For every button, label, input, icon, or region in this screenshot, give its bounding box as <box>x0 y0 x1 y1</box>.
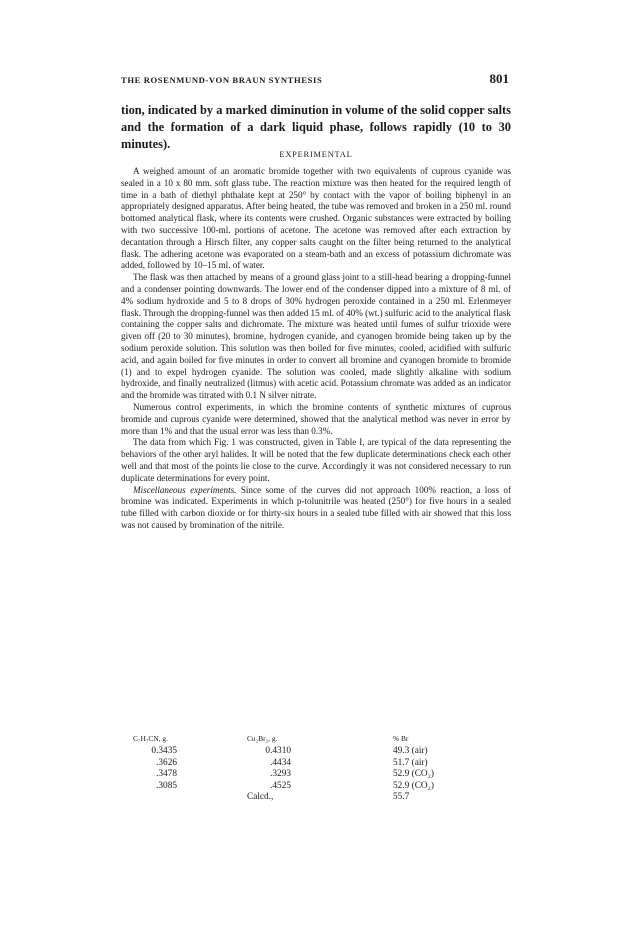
table-calc-row <box>121 792 511 803</box>
cell-nitrile: 0.3435 <box>151 746 177 757</box>
cell-atmosphere: (CO₂) <box>411 780 434 791</box>
table-row <box>121 781 511 792</box>
experimental-body <box>121 166 511 532</box>
header-percent-br: % Br <box>393 734 409 743</box>
table-row <box>121 746 511 757</box>
paragraph-miscellaneous <box>121 485 511 532</box>
header-nitrile: C₇H₇CN, g. <box>133 734 168 743</box>
cell-nitrile: .3478 <box>156 769 177 780</box>
page-number: 801 <box>489 71 509 86</box>
cell-cuprous-bromide: 0.4310 <box>265 746 291 757</box>
paragraph-distillation: The flask was then attached by means of a ground glass joint to a still-head bearing a dropping-funnel and a condenser pointing downwards. The lower end of the condenser dipped into a mixture of 8 ml. of 4% sodium hydroxide and 5 to 8 drops of 30% hydrogen peroxide contained in a 250 ml. Erlenmeyer flask. Through the dropping-funnel was then added 15 ml. of 40% (wt.) sulfuric acid to the analytical flask containing the copper salts and dichromate. The mixture was heated until fumes of sulfur trioxide were given off (20 to 30 minutes), bromine, hydrogen cyanide, and cyanogen bromide being taken up by the sodium peroxide solution. This solution was then boiled for five minutes, cooled, acidified with sulfuric acid, and again boiled for five minutes in order to convert all bromine and cyanogen bromide to bromide (1) and to expel hydrogen cyanide. The solution was cooled, made slightly alkaline with sodium hydroxide, and finally neutralized (litmus) with acetic acid. Potassium chromate was added as an indicator and the bromide was titrated with 0.1 N silver nitrate. <box>121 272 511 401</box>
table-row <box>121 758 511 769</box>
cell-cuprous-bromide: .4525 <box>270 780 291 791</box>
running-title: THE ROSENMUND-VON BRAUN SYNTHESIS <box>121 75 323 85</box>
misc-label: Miscellaneous experiments. <box>133 484 237 495</box>
table-header-row <box>121 733 511 744</box>
paragraph-data: The data from which Fig. 1 was constructed, given in Table I, are typical of the data representing the behaviors of the other aryl halides. It will be noted that the few duplicate determinations check each other well and that most of the points lie close to the curve. Accordingly it was not considered necessary to run duplicate determinations for every point. <box>121 437 511 483</box>
calc-value: 55.7 <box>393 792 410 803</box>
cell-percent-br: 52.9 <box>393 780 410 791</box>
cell-atmosphere: (CO₂) <box>411 769 434 780</box>
cell-cuprous-bromide: .4434 <box>270 757 291 768</box>
paragraph-procedure: A weighed amount of an aromatic bromide together with two equivalents of cuprous cyanide was sealed in a 10 x 80 mm. soft glass tube. The reaction mixture was then heated for the required length of time in a bath of diethyl phthalate kept at 250° by contact with the vapor of boiling biphenyl in an appropriately designed apparatus. After being heated, the tube was removed and broken in a 250 ml. round bottomed analytical flask, where its contents were crushed. Organic substances were extracted by boiling with two successive 100-ml. portions of acetone. The acetone was removed after each extraction by decantation through a Hirsch filter, any copper salts caught on the filter being returned to the analytical flask. The adhering acetone was evaporated on a steam-bath and an excess of potassium dichromate was added, followed by 10–15 ml. of water. <box>121 166 511 271</box>
cell-atmosphere: (air) <box>411 757 428 768</box>
section-heading-experimental: EXPERIMENTAL <box>279 150 353 159</box>
cell-cuprous-bromide: .3293 <box>270 769 291 780</box>
results-table <box>121 733 511 803</box>
lead-text: tion, indicated by a marked diminution in volume of the solid copper salts and the formation of a dark liquid phase, follows rapidly (10 to 30 minutes). <box>121 103 511 151</box>
cell-atmosphere: (air) <box>411 746 428 757</box>
cell-percent-br: 51.7 <box>393 757 410 768</box>
misc-text: Since some of the curves did not approach 100% reaction, a loss of bromine was indicated. Experiments in which p-tolunitrile was heated (250°) for five hours in a sealed tube filled with carbon dioxide or for thirty-six hours in a sealed tube filled with air showed that this loss was not caused by bromination of the nitrile. <box>121 484 511 530</box>
table-row <box>121 769 511 780</box>
cell-nitrile: .3626 <box>156 757 177 768</box>
cell-percent-br: 52.9 <box>393 769 410 780</box>
running-head <box>121 71 509 87</box>
header-cuprous-bromide: Cu₂Br₂, g. <box>247 734 278 743</box>
paragraph-control: Numerous control experiments, in which the bromine contents of synthetic mixtures of cuprous bromide and cuprous cyanide were determined, showed that the analytical method was never in error by more than 1% and that the usual error was less than 0.3%. <box>121 401 511 436</box>
cell-nitrile: .3085 <box>156 780 177 791</box>
calc-label: Calcd., <box>247 792 274 803</box>
lead-paragraph <box>121 102 511 153</box>
cell-percent-br: 49.3 <box>393 746 410 757</box>
